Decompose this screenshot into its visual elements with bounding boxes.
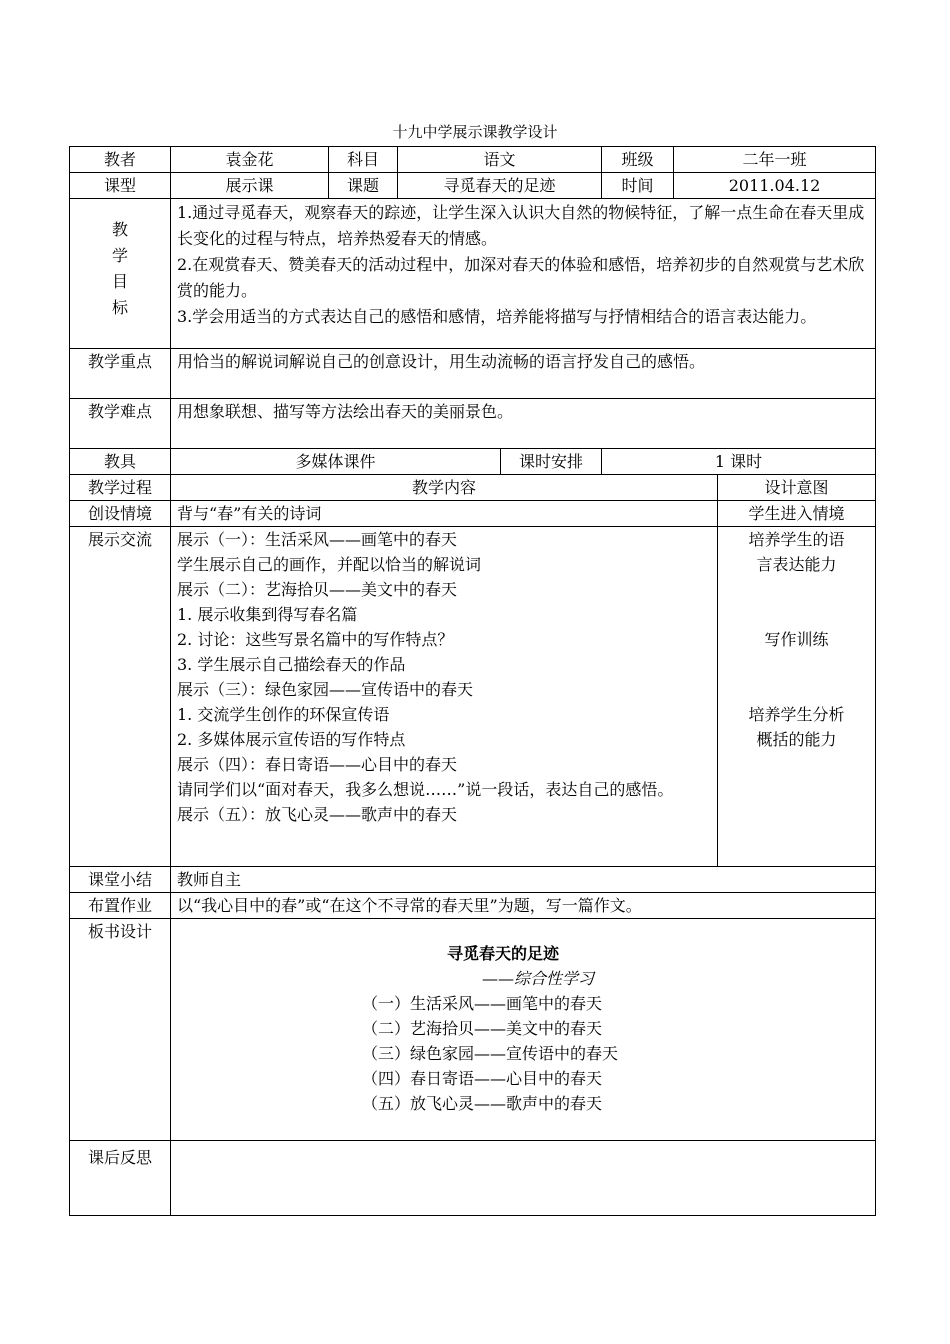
intent-line: 培养学生的语 [748,530,845,549]
tools-label: 教具 [70,449,171,475]
exchange-line: 展示（三）：绿色家园——宣传语中的春天 [177,680,474,699]
reflection-row [70,1141,876,1216]
time-label: 时间 [602,173,674,199]
exchange-line: 2. 讨论：这些写景名篇中的写作特点？ [177,630,454,649]
schedule-label: 课时安排 [501,449,602,475]
intent-line: 言表达能力 [756,555,837,574]
board-item: （五）放飞心灵——歌声中的春天 [362,1094,603,1113]
page-title: 十九中学展示课教学设计 [392,123,558,141]
situation-content: 背与“春”有关的诗词 [171,501,718,527]
subject-label: 科目 [329,147,398,173]
difficulty-text: 用想象联想、描写等方法绘出春天的美丽景色。 [171,399,876,449]
class-label: 班级 [602,147,674,173]
type-label: 课型 [70,173,171,199]
difficulty-label: 教学难点 [70,399,171,449]
situation-label: 创设情境 [70,501,171,527]
exchange-line: 请同学们以“面对春天，我多么想说……”说一段话，表达自己的感悟。 [177,780,674,799]
header-row-2 [70,173,876,199]
board-item: （一）生活采风——画笔中的春天 [362,994,603,1013]
topic-value: 寻觅春天的足迹 [398,173,602,199]
intent-header: 设计意图 [718,475,876,501]
reflection-text [171,1141,876,1216]
teacher-value: 袁金花 [171,147,329,173]
header-row-1 [70,147,876,173]
reflection-label: 课后反思 [70,1141,171,1216]
board-title: 寻觅春天的足迹 [447,944,560,963]
board-content [171,919,876,1141]
key-point-label: 教学重点 [70,349,171,399]
board-label: 板书设计 [70,919,171,1141]
intent-line: 培养学生分析 [748,705,845,724]
board-item: （四）春日寄语——心目中的春天 [362,1069,603,1088]
process-label: 教学过程 [70,475,171,501]
subject-value: 语文 [398,147,602,173]
board-subtitle: ——综合性学习 [482,969,595,988]
exchange-intent [718,527,876,867]
board-item: （三）绿色家园——宣传语中的春天 [362,1044,619,1063]
difficulty-row [70,399,876,449]
exchange-label: 展示交流 [70,527,171,867]
tools-row [70,449,876,475]
exchange-line: 学生展示自己的画作，并配以恰当的解说词 [177,555,482,574]
topic-label: 课题 [329,173,398,199]
schedule-value: 1 课时 [602,449,876,475]
goals-content [171,199,876,349]
summary-row [70,867,876,893]
key-point-text: 用恰当的解说词解说自己的创意设计，用生动流畅的语言抒发自己的感悟。 [171,349,876,399]
lesson-plan-table [69,146,876,1216]
homework-row [70,893,876,919]
exchange-content [171,527,718,867]
goal-item: 3.学会用适当的方式表达自己的感悟和感情，培养能将描写与抒情相结合的语言表达能力。 [177,307,817,326]
intent-line: 概括的能力 [756,730,837,749]
situation-row [70,501,876,527]
situation-intent: 学生进入情境 [718,501,876,527]
board-row [70,919,876,1141]
goal-item: 1.通过寻觅春天，观察春天的踪迹，让学生深入认识大自然的物候特征，了解一点生命在春天里成长变化的过程与特点，培养热爱春天的情感。 [177,203,865,248]
homework-text: 以“我心目中的春”或“在这个不寻常的春天里”为题，写一篇作文。 [171,893,876,919]
exchange-line: 3. 学生展示自己描绘春天的作品 [177,655,406,674]
exchange-line: 1. 展示收集到得写春名篇 [177,605,358,624]
exchange-row [70,527,876,867]
summary-label: 课堂小结 [70,867,171,893]
board-item: （二）艺海拾贝——美文中的春天 [362,1019,603,1038]
exchange-line: 1. 交流学生创作的环保宣传语 [177,705,390,724]
exchange-line: 展示（一）：生活采风——画笔中的春天 [177,530,458,549]
content-header: 教学内容 [171,475,718,501]
summary-text: 教师自主 [171,867,876,893]
teacher-label: 教者 [70,147,171,173]
goal-item: 2.在观赏春天、赞美春天的活动过程中，加深对春天的体验和感悟，培养初步的自然观赏与艺术欣赏的能力。 [177,255,865,300]
goals-row [70,199,876,349]
exchange-line: 展示（四）：春日寄语——心目中的春天 [177,755,458,774]
time-value: 2011.04.12 [674,173,876,199]
exchange-line: 2. 多媒体展示宣传语的写作特点 [177,730,406,749]
goals-label: 教 学 目 标 [70,199,171,349]
tools-value: 多媒体课件 [171,449,501,475]
type-value: 展示课 [171,173,329,199]
process-header-row [70,475,876,501]
intent-line: 写作训练 [764,630,829,649]
key-point-row [70,349,876,399]
exchange-line: 展示（二）：艺海拾贝——美文中的春天 [177,580,458,599]
class-value: 二年一班 [674,147,876,173]
homework-label: 布置作业 [70,893,171,919]
exchange-line: 展示（五）：放飞心灵——歌声中的春天 [177,805,458,824]
